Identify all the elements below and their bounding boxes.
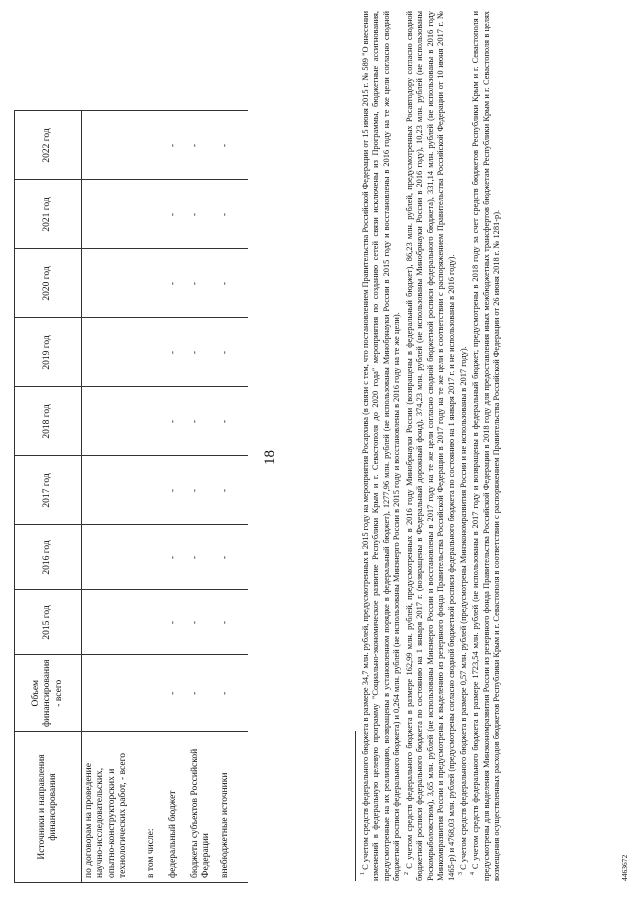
- row-label: по договорам на проведение научно-исследовательских, опытно-конструкторских и технологических работ, - всего: [82, 732, 144, 883]
- footnote: [458, 11, 469, 881]
- document-id: 4463672: [620, 854, 629, 881]
- footnotes: [360, 11, 504, 881]
- footnote-mark: 4: [470, 872, 477, 875]
- cell: -: [188, 525, 218, 590]
- footnote-mark: 3: [458, 872, 465, 875]
- cell: -: [166, 387, 188, 456]
- cell: -: [218, 655, 248, 732]
- footnote-mark: 2: [403, 872, 410, 875]
- cell: -: [188, 387, 218, 456]
- cell: [82, 249, 144, 318]
- table-row: [188, 111, 218, 883]
- cell: -: [218, 180, 248, 249]
- footnote-mark: 1: [360, 872, 366, 875]
- header-2020: 2020 год: [15, 249, 82, 318]
- cell: [144, 249, 166, 318]
- cell: [82, 111, 144, 180]
- cell: -: [218, 111, 248, 180]
- cell: -: [166, 525, 188, 590]
- cell: [82, 525, 144, 590]
- cell: [144, 387, 166, 456]
- cell: -: [218, 525, 248, 590]
- cell: -: [188, 111, 218, 180]
- header-2015: 2015 год: [15, 590, 82, 655]
- cell: -: [218, 387, 248, 456]
- cell: -: [166, 111, 188, 180]
- cell: -: [188, 318, 218, 387]
- table-row: [82, 111, 144, 883]
- cell: [82, 590, 144, 655]
- row-label: бюджеты субъектов Российской Федерации: [188, 732, 218, 883]
- footnote-text: С учетом средств федерального бюджета в размере 34,7 млн. рублей, предусмотренных в 2015 году на мероприятия Росархива (в связи с тем, что постановлением Правительства Российской Федерации от 15 июня 2015 г. № 589 "О внесении изменений в федеральную целевую программу "Социально-экономическое развитие Республики Крым и г. Севастополя до 2020 года" мероприятия по созданию сетей связи исключены из Программы, бюджетные ассигнования, предусмотренные на их реализацию, возвращены в установленном порядке в федеральный бюджет), 1277,96 млн. рублей (не использованы Минобрнауки России в 2015 году и восстановлены в 2016 году на те же цели согласно сводной бюджетной росписи федерального бюджета) и 0,264 млн. рублей (не использованы Минэнерго России в 2015 году и восстановлены в 2016 году на те же цели).: [360, 11, 402, 881]
- cell: -: [166, 590, 188, 655]
- cell: [82, 387, 144, 456]
- cell: -: [188, 249, 218, 318]
- footnote: [360, 11, 403, 881]
- header-2016: 2016 год: [15, 525, 82, 590]
- cell: -: [166, 180, 188, 249]
- cell: -: [166, 655, 188, 732]
- cell: [144, 111, 166, 180]
- cell: [82, 318, 144, 387]
- row-label: в том числе:: [144, 732, 166, 883]
- cell: [144, 318, 166, 387]
- cell: [82, 456, 144, 525]
- cell: [144, 590, 166, 655]
- table-row: [218, 111, 248, 883]
- footnote-text: С учетом средств федерального бюджета в размере 162,99 млн. рублей, предусмотренных в 2016 году Минобрнауки России (возвращены в федеральный бюджет), 86,23 млн. рублей, предусмотренных Росавтодору согласно сводной бюджетной росписи федерального бюджета по состоянию на 1 января 2017 г. (возвращены в Федеральный дорожный фонд), 374,23 млн. рублей (не использованы Минобрнауки России в 2016 году), 10,23 млн. рублей (не использованы Роскомрыболовством), 3,65 млн. рублей (не использованы Минэнерго России и восстановлены в 2017 году на те же цели согласно сводной бюджетной росписи федерального бюджета), 331,14 млн. рублей (не использованы в 2016 году Минкомвразвития России и предусмотрены к выделению из резервного фонда Правительства Российской Федерации в 2017 году на те же цели в соответствии с распоряжением Правительства Российской Федерации от 10 июня 2017 г. № 1465-р) и 4768,03 млн. рублей (предусмотрены согласно сводной бюджетной росписи федерального бюджета по состоянию на 1 января 2017 г. и не использованы в 2016 году).: [404, 11, 456, 881]
- cell: [82, 655, 144, 732]
- footnote: [404, 11, 457, 881]
- cell: [144, 180, 166, 249]
- cell: [82, 180, 144, 249]
- header-total: Объем финансирования - всего: [15, 655, 82, 732]
- header-2018: 2018 год: [15, 387, 82, 456]
- header-2021: 2021 год: [15, 180, 82, 249]
- cell: [144, 456, 166, 525]
- footnote-divider: [355, 731, 356, 881]
- cell: -: [218, 318, 248, 387]
- cell: -: [218, 456, 248, 525]
- footnote-text: С учетом средств федерального бюджета в размере 0,57 млн. рублей (предусмотрены Минэкономразвития России и не использованы в 2017 году).: [458, 346, 468, 870]
- cell: -: [188, 456, 218, 525]
- cell: -: [166, 249, 188, 318]
- table-row: [144, 111, 166, 883]
- row-label: федеральный бюджет: [166, 732, 188, 883]
- cell: -: [166, 318, 188, 387]
- header-2017: 2017 год: [15, 456, 82, 525]
- table-header-row: [15, 111, 82, 883]
- cell: -: [188, 180, 218, 249]
- header-sources: Источники и направления финансирования: [15, 732, 82, 883]
- page-number: 18: [262, 450, 278, 465]
- cell: -: [188, 590, 218, 655]
- financing-table: [14, 110, 248, 883]
- cell: -: [218, 590, 248, 655]
- cell: [144, 525, 166, 590]
- cell: [144, 655, 166, 732]
- footnote: [470, 11, 502, 881]
- header-2019: 2019 год: [15, 318, 82, 387]
- row-label: внебюджетные источники: [218, 732, 248, 883]
- cell: -: [166, 456, 188, 525]
- table-row: [166, 111, 188, 883]
- header-2022: 2022 год: [15, 111, 82, 180]
- cell: -: [218, 249, 248, 318]
- footnote-text: С учетом средств федерального бюджета в размере 1723,54 млн. рублей (не использованы в 2017 году и возвращены в федеральный бюджет, предусмотрены в 2018 году за счет средств бюджетов Республики Крым и г. Севастополя и предусмотрены для выделения Минэкономразвития России из резервного фонда Правительства Российской Федерации в 2018 году для предоставления иных межбюджетных трансфертов бюджетам Республики Крым и г. Севастополя в целях возмещения осуществленных расходов бюджетов Республики Крым и г. Севастополя в соответствии с распоряжением Правительства Российской Федерации от 26 июня 2018 г. № 1281-р).: [471, 11, 502, 881]
- cell: -: [188, 655, 218, 732]
